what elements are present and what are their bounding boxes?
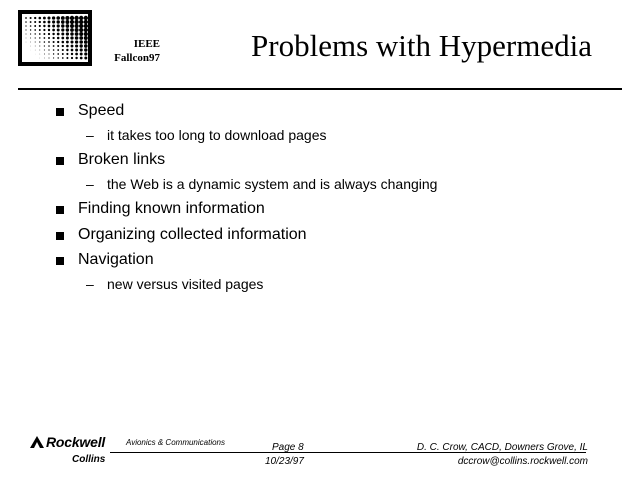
square-bullet-icon (56, 206, 64, 214)
dash-bullet-icon: – (86, 127, 94, 143)
org-name: IEEE (133, 38, 160, 50)
footer-date: 10/23/97 (265, 456, 304, 467)
square-bullet-icon (56, 232, 64, 240)
dash-bullet-icon: – (86, 276, 94, 292)
rockwell-logo-icon (30, 436, 44, 448)
sub-bullet-text: it takes too long to download pages (107, 127, 327, 143)
square-bullet-icon (56, 108, 64, 116)
bullet-text: Navigation (78, 251, 154, 268)
halftone-logo-icon (18, 10, 96, 72)
bullet-text: Finding known information (78, 200, 265, 217)
sub-bullet-text: new versus visited pages (107, 276, 264, 292)
dash-bullet-icon: – (86, 176, 94, 192)
bullet-text: Organizing collected information (78, 226, 307, 243)
sub-bullet-text: the Web is a dynamic system and is always changing (107, 176, 438, 192)
brand-name: Rockwell (46, 434, 106, 450)
square-bullet-icon (56, 257, 64, 265)
footer-author: D. C. Crow, CACD, Downers Grove, IL (416, 442, 588, 453)
brand-tagline: Avionics & Communications (126, 438, 226, 447)
brand-sub: Collins (72, 454, 106, 465)
org-event: Fallcon97 (114, 52, 160, 64)
bullet-text: Speed (78, 102, 125, 119)
page-number: Page 8 (272, 442, 304, 453)
header-divider (18, 88, 622, 90)
page-title: Problems with Hypermedia (251, 28, 592, 63)
bullet-text: Broken links (78, 151, 166, 168)
footer-email: dccrow@collins.rockwell.com (457, 456, 588, 467)
square-bullet-icon (56, 157, 64, 165)
